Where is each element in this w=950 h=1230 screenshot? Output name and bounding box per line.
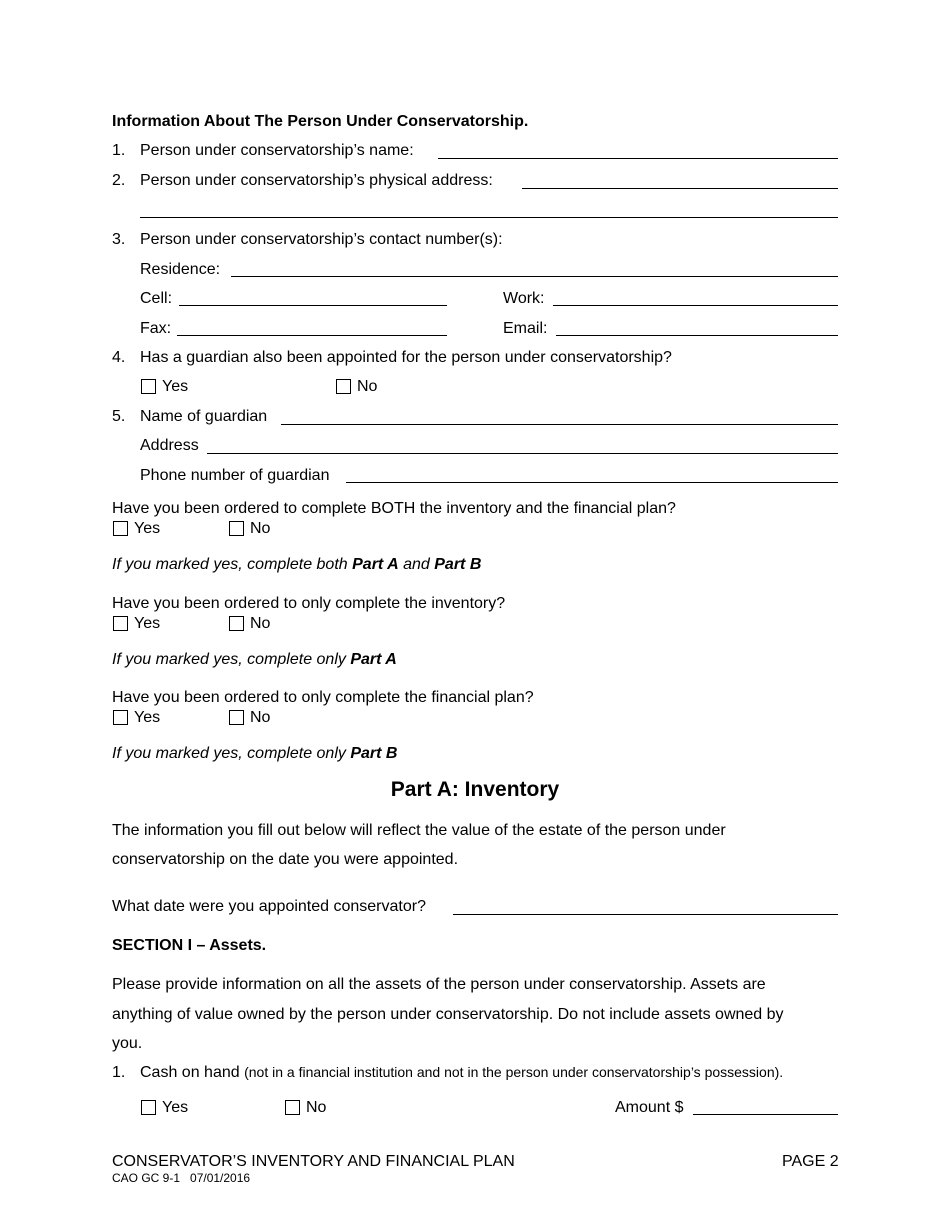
name-label: Person under conservatorship’s name: [140, 142, 414, 159]
cash-amount-label: Amount $ [615, 1099, 684, 1116]
section-heading: Information About The Person Under Conservatorship. [112, 113, 529, 130]
inventory-yes-checkbox[interactable] [113, 616, 128, 631]
inventory-note: If you marked yes, complete only Part A [112, 651, 397, 668]
fax-field[interactable] [177, 335, 447, 336]
both-yes-checkbox[interactable] [113, 521, 128, 536]
both-note: If you marked yes, complete both Part A and Part B [112, 556, 482, 573]
email-label: Email: [503, 320, 548, 337]
residence-label: Residence: [140, 261, 221, 278]
inventory-yes-label: Yes [134, 615, 161, 632]
financial-yes-checkbox[interactable] [113, 710, 128, 725]
financial-yes-label: Yes [134, 709, 161, 726]
part-a-title: Part A: Inventory [390, 778, 560, 801]
cash-item-number: 1. [112, 1064, 126, 1081]
guardian-phone-field[interactable] [346, 482, 838, 483]
footer-form-code: CAO GC 9-1 07/01/2016 [112, 1171, 251, 1185]
both-question: Have you been ordered to complete BOTH the inventory and the financial plan? [112, 500, 676, 517]
guardian-phone-label: Phone number of guardian [140, 467, 330, 484]
item-number-5: 5. [112, 408, 126, 425]
part-a-intro-line-1: The information you fill out below will reflect the value of the estate of the person under [112, 822, 726, 839]
appointed-date-label: What date were you appointed conservator? [112, 898, 426, 915]
contact-label: Person under conservatorship’s contact number(s): [140, 231, 503, 248]
guardian-name-label: Name of guardian [140, 408, 268, 425]
guardian-address-field[interactable] [207, 453, 838, 454]
item-number-2: 2. [112, 172, 126, 189]
guardian-address-label: Address [140, 437, 199, 454]
inventory-no-checkbox[interactable] [229, 616, 244, 631]
inventory-question: Have you been ordered to only complete the inventory? [112, 595, 506, 612]
guardian-no-label: No [357, 378, 378, 395]
item-number-4: 4. [112, 349, 126, 366]
appointed-date-field[interactable] [453, 914, 838, 915]
address-field-line-2[interactable] [140, 217, 838, 218]
address-field[interactable] [522, 188, 838, 189]
name-field[interactable] [438, 158, 838, 159]
cash-no-checkbox[interactable] [285, 1100, 300, 1115]
residence-field[interactable] [231, 276, 838, 277]
work-field[interactable] [553, 305, 838, 306]
both-no-label: No [250, 520, 271, 537]
fax-label: Fax: [140, 320, 172, 337]
cash-yes-label: Yes [162, 1099, 189, 1116]
item-number-1: 1. [112, 142, 126, 159]
cell-label: Cell: [140, 290, 173, 307]
guardian-question: Has a guardian also been appointed for the person under conservatorship? [140, 349, 672, 366]
cash-no-label: No [306, 1099, 327, 1116]
footer-page-number: PAGE 2 [782, 1153, 839, 1170]
cash-amount-field[interactable] [693, 1114, 838, 1115]
guardian-yes-label: Yes [162, 378, 189, 395]
work-label: Work: [503, 290, 545, 307]
guardian-yes-checkbox[interactable] [141, 379, 156, 394]
assets-text-line-1: Please provide information on all the assets of the person under conservatorship. Assets are [112, 976, 766, 993]
both-no-checkbox[interactable] [229, 521, 244, 536]
footer-form-title: CONSERVATOR’S INVENTORY AND FINANCIAL PLAN [112, 1153, 515, 1170]
assets-text-line-2: anything of value owned by the person under conservatorship. Do not include assets owned by [112, 1006, 784, 1023]
cash-on-hand-label: Cash on hand (not in a financial institution and not in the person under conservatorship’s possession). [140, 1064, 784, 1081]
guardian-no-checkbox[interactable] [336, 379, 351, 394]
address-label: Person under conservatorship’s physical address: [140, 172, 493, 189]
cash-yes-checkbox[interactable] [141, 1100, 156, 1115]
financial-no-label: No [250, 709, 271, 726]
financial-question: Have you been ordered to only complete the financial plan? [112, 689, 534, 706]
inventory-no-label: No [250, 615, 271, 632]
email-field[interactable] [556, 335, 838, 336]
section-i-heading: SECTION I – Assets. [112, 937, 267, 954]
cell-field[interactable] [179, 305, 447, 306]
financial-no-checkbox[interactable] [229, 710, 244, 725]
assets-text-line-3: you. [112, 1035, 143, 1052]
financial-note: If you marked yes, complete only Part B [112, 745, 398, 762]
both-yes-label: Yes [134, 520, 161, 537]
guardian-name-field[interactable] [281, 424, 838, 425]
item-number-3: 3. [112, 231, 126, 248]
part-a-intro-line-2: conservatorship on the date you were appointed. [112, 851, 459, 868]
